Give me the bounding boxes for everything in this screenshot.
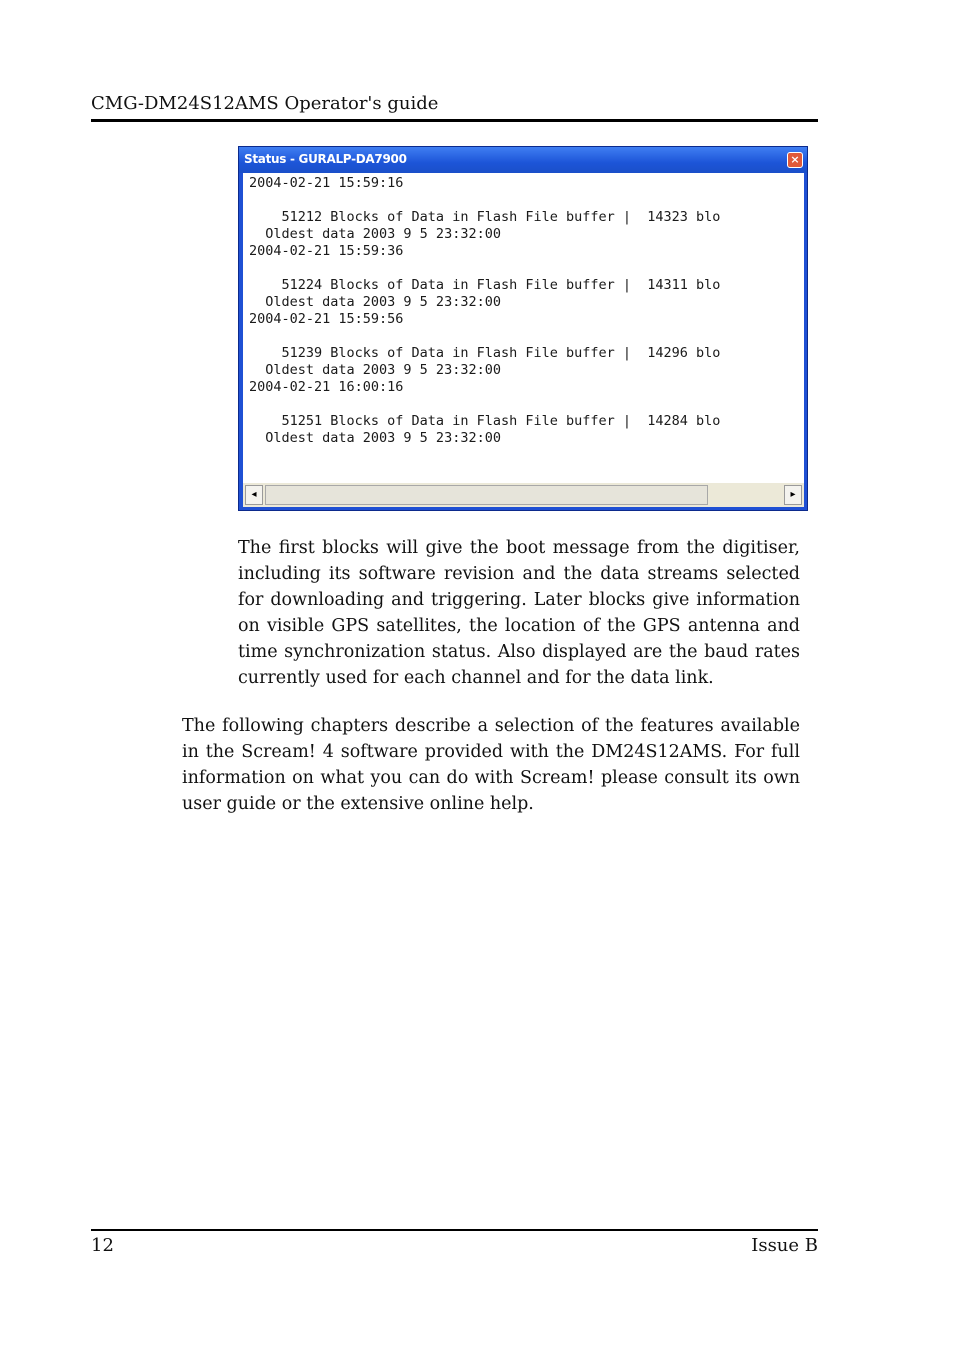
scroll-left-icon[interactable]: ◂ xyxy=(245,485,263,505)
log-line: Oldest data 2003 9 5 23:32:00 xyxy=(249,226,501,242)
log-line: 51212 Blocks of Data in Flash File buffer | 14323 blo xyxy=(249,209,721,225)
scroll-right-icon[interactable]: ▸ xyxy=(784,485,802,505)
log-line: 51251 Blocks of Data in Flash File buffer | 14284 blo xyxy=(249,413,721,429)
body-paragraph: The following chapters describe a selection of the features available in the Scream! 4 software provided with the DM24S12AMS. For full information on what you can do with Scream! please consult its own user guide or the extensive online help. xyxy=(182,716,800,814)
log-output[interactable] xyxy=(243,173,804,483)
log-line: 2004-02-21 15:59:36 xyxy=(249,243,404,259)
window-title: Status - GURALP-DA7900 xyxy=(244,152,407,166)
body-paragraph: The first blocks will give the boot message from the digitiser, including its software revision and the data streams selected for downloading and triggering. Later blocks give information on visible GPS satellites, the location of the GPS antenna and time synchronization status. Also displayed are the baud rates currently used for each channel and for the data link. xyxy=(238,538,800,688)
status-window xyxy=(238,146,808,511)
window-titlebar[interactable] xyxy=(239,147,807,173)
log-line: 2004-02-21 15:59:16 xyxy=(249,175,404,191)
scroll-thumb[interactable] xyxy=(265,485,708,505)
log-line: Oldest data 2003 9 5 23:32:00 xyxy=(249,362,501,378)
footer-rule xyxy=(91,1229,818,1231)
close-icon[interactable]: × xyxy=(787,152,803,168)
log-line: 51224 Blocks of Data in Flash File buffer | 14311 blo xyxy=(249,277,721,293)
page-header-title: CMG-DM24S12AMS Operator's guide xyxy=(91,93,439,114)
page-number: 12 xyxy=(91,1235,114,1256)
log-line: 2004-02-21 15:59:56 xyxy=(249,311,404,327)
horizontal-scrollbar[interactable] xyxy=(243,483,804,507)
issue-label: Issue B xyxy=(751,1235,818,1256)
log-line: 51239 Blocks of Data in Flash File buffer | 14296 blo xyxy=(249,345,721,361)
log-line: Oldest data 2003 9 5 23:32:00 xyxy=(249,430,501,446)
log-line: Oldest data 2003 9 5 23:32:00 xyxy=(249,294,501,310)
header-rule xyxy=(91,119,818,122)
log-line: 2004-02-21 16:00:16 xyxy=(249,379,404,395)
